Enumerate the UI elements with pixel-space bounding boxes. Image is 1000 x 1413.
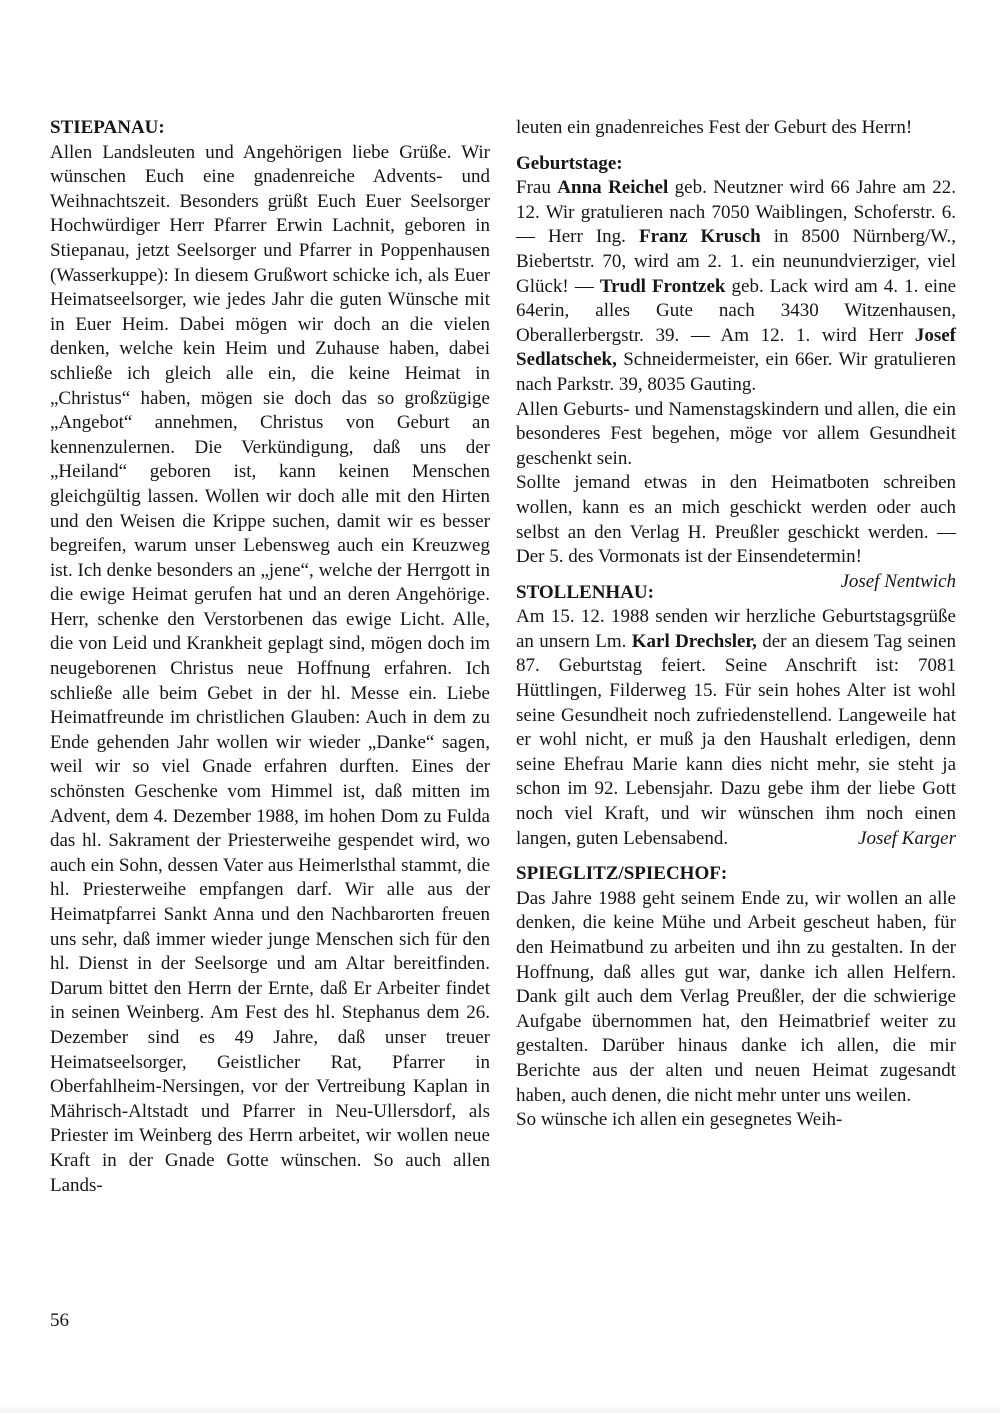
text-run: Das Jahre 1988 geht seinem Ende zu, wir wollen an alle denken, die keine Mühe und Arbeit gescheut haben, für den Heimatbund zu arbeiten und ihn zu gestalten. In der Hoffnung, daß alles gut war, danke ich allen Helfern. Dank gilt auch dem Verlag Preußler, der die schwierige Aufgabe übernommen hat, den Heimatbrief weiter zu gestalten. Darüber hinaus danke ich allen, die mir Berichte aus der alten und neuen Heimat zugesandt haben, auch denen, die nicht mehr unter uns weilen. [516,887,956,1106]
text-run: geb. Neutzner wird 66 Jahre am 22. 12. Wir gratulieren nach 7050 Waiblingen, Schoferstr. 6. — Herr Ing. [516,177,957,248]
page-content [50,116,956,1198]
signature: Josef Karger [858,827,956,849]
text-run: geb. Lack wird am 4. 1. eine 64erin, alles Gute nach 3430 Witzenhausen, Oberallerbergstr. 39. — Am 12. 1. wird Herr [516,275,956,346]
text-run: Josef Sedlatschek, [516,324,956,371]
paragraph [516,398,956,472]
text-run: Anna Reichel [557,177,669,199]
text-run: Allen Landsleuten und Angehörigen liebe Grüße. Wir wünschen Euch eine gnadenreiche Advents- und Weihnachtszeit. Besonders grüßt Euch Euer Seelsorger Hochwürdiger Herr Pfarrer Erwin Lachnit, geboren in Stiepanau, jetzt Seelsorger und Pfarrer in Poppenhausen (Wasserkuppe): In diesem Grußwort schicke ich, als Euer Heimatseelsorger, wie jedes Jahr die guten Wünsche mit in Euer Heim. Dabei mögen wir doch an die vielen denken, welche kein Heim und Zuhause haben, dabei schließe ich gleich alle ein, die keine Heimat in „Christus“ haben, mögen sie doch das so großzügige „Angebot“ annehmen, Christus von Geburt an kennenzulernen. Die Verkündigung, daß uns der „Heiland“ geboren ist, kann keinen Menschen gleichgültig lassen. Wollen wir doch alle mit den Hirten und den Weisen die Krippe suchen, damit wir es besser begreifen, warum unser Lebensweg auch ein Kreuzweg ist. Ich denke besonders an „jene“, welche der Herrgott in die ewige Heimat gerufen hat und an deren Angehörige. Herr, schenke den Verstorbenen das ewige Licht. Alle, die von Leid und Krankheit geplagt sind, mögen doch im neugeborenen Christus neue Hoffnung erfahren. Ich schließe alle beim Gebet in der hl. Messe ein. Liebe Heimatfreunde im christlichen Glauben: Auch in dem zu Ende gehenden Jahr wollen wir wieder „Danke“ sagen, weil wir so viel Gnade erfahren durften. Eines der schönsten Geschenke vom Himmel ist, daß mitten im Advent, dem 4. Dezember 1988, im hohen Dom zu Fulda das hl. Sakrament der Priesterweihe gespendet wird, wo auch ein Sohn, dessen Vater aus Heimerlsthal stammt, die hl. Priesterweihe empfangen darf. Wir alle aus der Heimatpfarrei Sankt Anna und den Nachbarorten freuen uns sehr, daß immer wieder junge Menschen sich für den hl. Dienst in der Seelsorge und am Altar bereitfinden. Darum bittet den Herrn der Ernte, daß Er Arbeiter findet in seinen Weinberg. Am Fest des hl. Stephanus dem 26. Dezember sind es 49 Jahre, daß unser treuer Heimatseelsorger, Geistlicher Rat, Pfarrer in Oberfahlheim-Nersingen, vor der Vertreibung Kaplan in Mährisch-Altstadt und Pfarrer in Neu-Ullersdorf, als Priester im Weinberg des Herrn arbeitet, wir wollen neue Kraft in der Gnade Gotte wünschen. So auch allen Lands- [50,141,490,1196]
block-heading: STOLLENHAU: [516,581,654,603]
signature: Josef Nentwich [840,570,956,592]
text-run: Sollte jemand etwas in den Heimatboten schreiben wollen, kann es an mich geschickt werden oder auch selbst an den Verlag H. Preußler geschickt werden. — Der 5. des Vormonats ist der Einsendetermin! [516,472,956,568]
text-block [516,116,956,141]
block-heading: Geburtstage: [516,152,623,174]
page-number: 56 [50,1310,69,1331]
paragraph [516,887,956,1108]
text-block [516,862,956,1133]
right-column [516,116,956,1198]
paragraph [516,176,956,397]
paragraph [516,116,956,141]
text-run: Trudl Frontzek [599,275,726,297]
text-run: in 8500 Nürnberg/W., Biebertstr. 70, wird am 2. 1. ein neunundvierziger, viel Glück! — [516,226,957,297]
paragraph [50,141,490,1199]
text-run: Frau [516,177,558,199]
paragraph [516,1108,956,1133]
text-run: So wünsche ich allen ein gesegnetes Weih- [516,1109,843,1131]
text-run: Schneidermeister, ein 66er. Wir gratulieren nach Parkstr. 39, 8035 Gauting. [516,349,956,395]
block-body [516,887,956,1133]
block-body [516,116,956,141]
text-run: Allen Geburts- und Namenstagskindern und allen, die ein besonderes Fest begehen, möge vor allem Gesundheit geschenkt sein. [516,398,956,469]
text-run: Franz Krusch [638,226,761,248]
block-heading: SPIEGLITZ/SPIECHOF: [516,863,728,885]
scan-edge [0,1403,1000,1413]
block-body [50,141,490,1199]
paragraph [516,605,956,851]
left-column [50,116,490,1198]
block-heading: STIEPANAU: [50,117,165,138]
block-body [516,605,956,851]
text-run: der an diesem Tag seinen 87. Geburtstag feiert. Seine Anschrift ist: 7081 Hüttlingen, Filderweg 15. Für sein hohes Alter ist wohl seine Gesundheit noch zufriedenstellend. Langeweile hat er wohl nicht, er muß ja den Haushalt erledigen, denn seine Ehefrau Marie kann dies nicht mehr, sie steht ja schon im 92. Lebensjahr. Dazu gebe ihm der liebe Gott noch viel Kraft, und wir wünschen ihm noch einen langen, guten Lebensabend. [516,630,956,849]
text-run: leuten ein gnadenreiches Fest der Geburt des Herrn! [516,117,913,138]
text-run: Karl Drechsler, [631,630,757,652]
text-run: Am 15. 12. 1988 senden wir herzliche Geburtstagsgrüße an unsern Lm. [516,606,956,652]
text-block [516,581,956,852]
text-block [50,116,490,1198]
